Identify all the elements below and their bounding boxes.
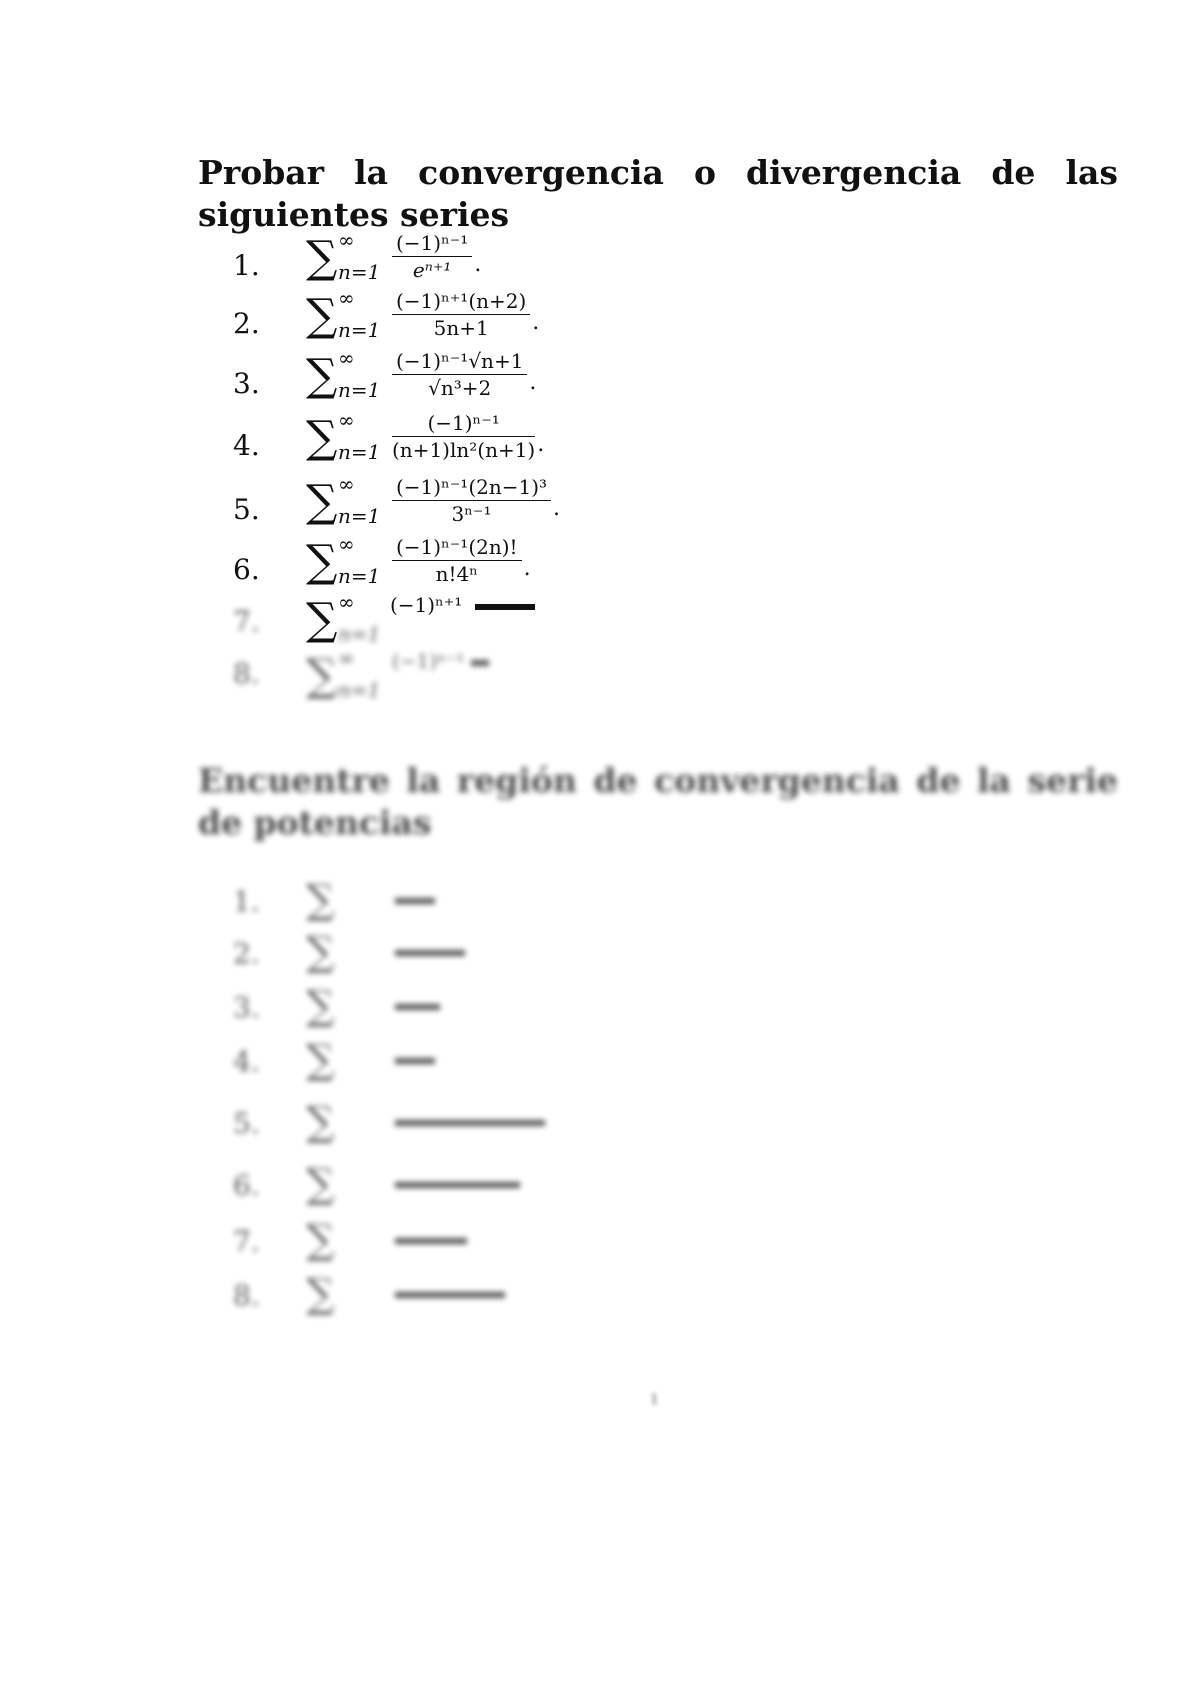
item-number: 8. <box>233 657 260 690</box>
summation <box>306 346 391 410</box>
redacted-fraction <box>475 604 535 610</box>
list-item <box>0 532 1190 594</box>
fraction <box>390 594 535 616</box>
summation <box>306 472 391 536</box>
redacted-fraction <box>395 1238 467 1244</box>
item-number: 1. <box>233 885 260 918</box>
denominator: √n³+2 <box>428 376 492 400</box>
item-number: 7. <box>233 605 260 638</box>
sum-upper-limit: ∞ <box>338 286 355 310</box>
summation <box>306 532 391 596</box>
item-number: 8. <box>233 1279 260 1312</box>
redacted-fraction <box>471 660 489 666</box>
item-number: 6. <box>233 553 260 586</box>
redacted-fraction <box>395 1292 505 1298</box>
summation <box>306 646 391 710</box>
denominator: (n+1)ln²(n+1) <box>392 438 536 462</box>
numerator: (−1)ⁿ⁺¹ <box>390 593 463 617</box>
sigma-symbol: ∑ <box>306 290 338 341</box>
sum-lower-limit: n=1 <box>338 564 381 588</box>
sum-upper-limit: ∞ <box>338 472 355 496</box>
sum-upper-limit: ∞ <box>338 228 355 252</box>
fraction <box>392 535 531 586</box>
item-number: 2. <box>233 307 260 340</box>
sigma-symbol: ∑ <box>306 476 338 527</box>
sum-lower-limit: n=1 <box>338 504 381 528</box>
numerator: (−1)ⁿ⁻¹ <box>392 412 535 437</box>
period: . <box>532 310 540 335</box>
section-heading-convergence: Probar la convergencia o divergencia de las siguientes series <box>198 153 1118 234</box>
sigma-symbol: ∑ <box>306 1099 335 1145</box>
redacted-fraction <box>395 898 435 904</box>
list-item <box>0 346 1190 408</box>
sigma-symbol: ∑ <box>306 1161 335 1207</box>
sum-upper-limit: ∞ <box>338 646 355 670</box>
list-item <box>0 930 1190 988</box>
item-number: 1. <box>233 249 260 282</box>
sum-lower-limit: n=1 <box>338 318 381 342</box>
fraction <box>392 289 540 340</box>
section-heading-power-series: Encuentre la región de convergencia de la serie de potencias <box>198 761 1118 842</box>
list-item <box>0 1162 1190 1220</box>
sum-lower-limit: n=1 <box>338 440 381 464</box>
list-item <box>0 286 1190 348</box>
redacted-fraction <box>395 1120 545 1126</box>
period: . <box>537 432 545 457</box>
numerator: (−1)ⁿ⁻¹(2n)! <box>392 536 522 561</box>
numerator: (−1)ⁿ⁻¹ <box>392 649 465 673</box>
sigma-symbol: ∑ <box>306 877 335 923</box>
sum-lower-limit: n=1 <box>338 622 381 646</box>
summation <box>306 286 391 350</box>
sum-upper-limit: ∞ <box>338 532 355 556</box>
redacted-fraction <box>395 1004 440 1010</box>
redacted-fraction <box>395 1182 520 1188</box>
sigma-symbol: ∑ <box>306 536 338 587</box>
denominator: n!4ⁿ <box>435 562 478 586</box>
sum-upper-limit: ∞ <box>338 590 355 614</box>
fraction <box>392 411 545 462</box>
list-item <box>0 408 1190 470</box>
sum-lower-limit: n=1 <box>338 378 381 402</box>
redacted-fraction <box>395 950 465 956</box>
item-number: 5. <box>233 493 260 526</box>
summation <box>306 408 391 472</box>
item-number: 6. <box>233 1169 260 1202</box>
sigma-symbol: ∑ <box>306 350 338 401</box>
list-item <box>0 1272 1190 1330</box>
sigma-symbol: ∑ <box>306 650 338 701</box>
sigma-symbol: ∑ <box>306 594 338 645</box>
fraction <box>392 650 489 672</box>
period: . <box>529 370 537 395</box>
numerator: (−1)ⁿ⁻¹ <box>392 232 472 257</box>
item-number: 3. <box>233 991 260 1024</box>
denominator: 5n+1 <box>433 316 489 340</box>
fraction <box>392 349 537 400</box>
denominator: eⁿ⁺¹ <box>412 258 452 282</box>
fraction <box>392 475 561 526</box>
item-number: 7. <box>233 1225 260 1258</box>
list-item <box>0 984 1190 1042</box>
item-number: 5. <box>233 1107 260 1140</box>
sigma-symbol: ∑ <box>306 1037 335 1083</box>
sum-lower-limit: n=1 <box>338 260 381 284</box>
list-item <box>0 228 1190 290</box>
sigma-symbol: ∑ <box>306 983 335 1029</box>
denominator: 3ⁿ⁻¹ <box>451 502 492 526</box>
sum-upper-limit: ∞ <box>338 346 355 370</box>
list-item <box>0 472 1190 534</box>
item-number: 4. <box>233 429 260 462</box>
sigma-symbol: ∑ <box>306 929 335 975</box>
sum-upper-limit: ∞ <box>338 408 355 432</box>
list-item <box>0 646 1190 708</box>
sigma-symbol: ∑ <box>306 1271 335 1317</box>
numerator: (−1)ⁿ⁻¹(2n−1)³ <box>392 476 551 501</box>
fraction <box>392 231 482 282</box>
period: . <box>474 252 482 277</box>
list-item <box>0 590 1190 652</box>
redacted-fraction <box>395 1058 435 1064</box>
summation <box>306 590 391 654</box>
item-number: 4. <box>233 1045 260 1078</box>
list-item <box>0 1038 1190 1096</box>
summation <box>306 228 391 292</box>
item-number: 2. <box>233 937 260 970</box>
sigma-symbol: ∑ <box>306 232 338 283</box>
period: . <box>523 556 531 581</box>
period: . <box>553 496 561 521</box>
numerator: (−1)ⁿ⁺¹(n+2) <box>392 290 530 315</box>
sigma-symbol: ∑ <box>306 412 338 463</box>
item-number: 3. <box>233 367 260 400</box>
sum-lower-limit: n=1 <box>338 678 381 702</box>
numerator: (−1)ⁿ⁻¹√n+1 <box>392 350 527 375</box>
sigma-symbol: ∑ <box>306 1217 335 1263</box>
list-item <box>0 1218 1190 1276</box>
list-item <box>0 1100 1190 1158</box>
list-item <box>0 878 1190 936</box>
page-number: 1 <box>650 1392 659 1408</box>
